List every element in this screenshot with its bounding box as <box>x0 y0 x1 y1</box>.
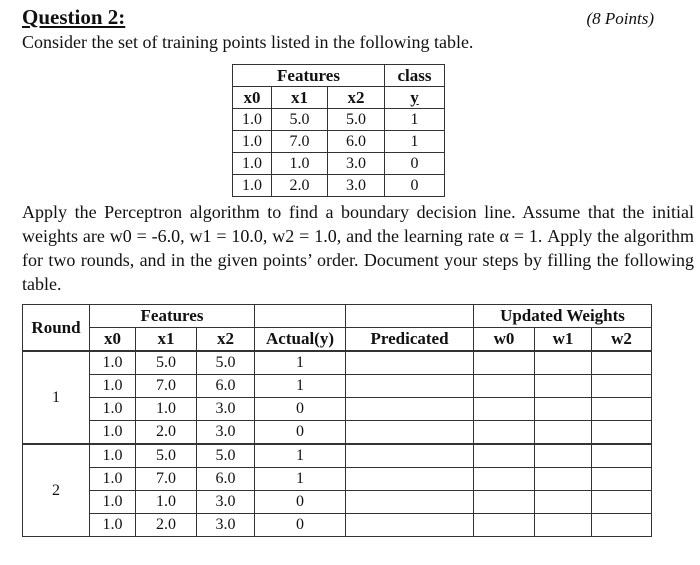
w2-cell[interactable] <box>592 491 652 514</box>
actual-header: Actual(y) <box>255 328 346 352</box>
predicted-header: Predicated <box>346 328 474 352</box>
col-header: x0 <box>90 328 136 352</box>
cell: 0 <box>255 491 346 514</box>
cell: 5.0 <box>272 109 328 131</box>
table-row <box>23 444 652 468</box>
predicted-cell[interactable] <box>346 491 474 514</box>
predicted-cell[interactable] <box>346 444 474 468</box>
table-row <box>23 375 652 398</box>
w1-cell[interactable] <box>535 444 592 468</box>
cell: 1 <box>255 444 346 468</box>
w2-cell[interactable] <box>592 514 652 537</box>
table-row <box>233 109 445 131</box>
w0-cell[interactable] <box>474 398 535 421</box>
round-label: 1 <box>23 351 90 444</box>
cell: 1 <box>255 468 346 491</box>
cell: 1 <box>385 109 445 131</box>
cell: 6.0 <box>197 468 255 491</box>
w0-cell[interactable] <box>474 491 535 514</box>
cell: 2.0 <box>136 421 197 445</box>
cell: 1.0 <box>272 153 328 175</box>
cell: 1 <box>255 375 346 398</box>
blank-header-cell <box>346 305 474 328</box>
w0-cell[interactable] <box>474 421 535 445</box>
predicted-cell[interactable] <box>346 421 474 445</box>
cell: 3.0 <box>197 398 255 421</box>
cell: 1 <box>385 131 445 153</box>
cell: 2.0 <box>136 514 197 537</box>
col-header: x2 <box>328 87 385 109</box>
table-row <box>233 175 445 197</box>
cell: 1.0 <box>90 491 136 514</box>
col-header: y <box>385 87 445 109</box>
cell: 1.0 <box>90 398 136 421</box>
answer-table <box>22 304 652 537</box>
cell: 1 <box>255 351 346 375</box>
cell: 1.0 <box>136 491 197 514</box>
cell: 1.0 <box>90 375 136 398</box>
col-header: x0 <box>233 87 272 109</box>
col-header: x1 <box>136 328 197 352</box>
col-header: w1 <box>535 328 592 352</box>
w0-cell[interactable] <box>474 351 535 375</box>
w0-cell[interactable] <box>474 375 535 398</box>
cell: 3.0 <box>328 153 385 175</box>
cell: 0 <box>255 421 346 445</box>
col-header: x1 <box>272 87 328 109</box>
table-row <box>23 398 652 421</box>
cell: 0 <box>385 175 445 197</box>
cell: 5.0 <box>197 444 255 468</box>
col-header: x2 <box>197 328 255 352</box>
cell: 0 <box>255 514 346 537</box>
instructions-text: Apply the Perceptron algorithm to find a boundary decision line. Assume that the initial weights are w0 = -6.0, w1 = 10.0, w2 = 1.0, and the learning rate α = 1. Apply the algorithm for two rounds, and in the given points’ order. Document your steps by filling the following table. <box>22 202 694 294</box>
cell: 7.0 <box>136 375 197 398</box>
w1-cell[interactable] <box>535 491 592 514</box>
cell: 3.0 <box>197 491 255 514</box>
table-row <box>233 153 445 175</box>
cell: 1.0 <box>90 421 136 445</box>
w1-cell[interactable] <box>535 375 592 398</box>
table-row <box>23 514 652 537</box>
w1-cell[interactable] <box>535 468 592 491</box>
cell: 0 <box>255 398 346 421</box>
w2-cell[interactable] <box>592 421 652 445</box>
w2-cell[interactable] <box>592 375 652 398</box>
cell: 1.0 <box>90 444 136 468</box>
cell: 1.0 <box>90 351 136 375</box>
question-title: Question 2: <box>22 5 126 29</box>
cell: 1.0 <box>233 131 272 153</box>
cell: 7.0 <box>272 131 328 153</box>
points-label: (8 Points) <box>586 9 654 28</box>
w2-cell[interactable] <box>592 398 652 421</box>
w2-cell[interactable] <box>592 351 652 375</box>
features-header: Features <box>233 65 385 87</box>
w1-cell[interactable] <box>535 421 592 445</box>
training-points-table <box>232 64 445 197</box>
cell: 2.0 <box>272 175 328 197</box>
predicted-cell[interactable] <box>346 468 474 491</box>
cell: 1.0 <box>233 153 272 175</box>
class-header: class <box>385 65 445 87</box>
cell: 3.0 <box>328 175 385 197</box>
col-header: w0 <box>474 328 535 352</box>
cell: 0 <box>385 153 445 175</box>
cell: 5.0 <box>136 444 197 468</box>
w2-cell[interactable] <box>592 468 652 491</box>
table-row <box>233 131 445 153</box>
w2-cell[interactable] <box>592 444 652 468</box>
cell: 1.0 <box>233 109 272 131</box>
round-label: 2 <box>23 444 90 537</box>
predicted-cell[interactable] <box>346 351 474 375</box>
w0-cell[interactable] <box>474 514 535 537</box>
table-row <box>23 468 652 491</box>
predicted-cell[interactable] <box>346 514 474 537</box>
cell: 5.0 <box>328 109 385 131</box>
table-row <box>23 491 652 514</box>
w0-cell[interactable] <box>474 444 535 468</box>
cell: 1.0 <box>136 398 197 421</box>
cell: 3.0 <box>197 514 255 537</box>
cell: 7.0 <box>136 468 197 491</box>
predicted-cell[interactable] <box>346 398 474 421</box>
cell: 6.0 <box>197 375 255 398</box>
round-header: Round <box>23 305 90 352</box>
cell: 1.0 <box>233 175 272 197</box>
cell: 5.0 <box>197 351 255 375</box>
col-header: w2 <box>592 328 652 352</box>
cell: 6.0 <box>328 131 385 153</box>
intro-text: Consider the set of training points listed in the following table. <box>22 32 474 52</box>
table-row <box>23 421 652 445</box>
w0-cell[interactable] <box>474 468 535 491</box>
w1-cell[interactable] <box>535 514 592 537</box>
blank-header-cell <box>255 305 346 328</box>
predicted-cell[interactable] <box>346 375 474 398</box>
cell: 1.0 <box>90 514 136 537</box>
w1-cell[interactable] <box>535 351 592 375</box>
w1-cell[interactable] <box>535 398 592 421</box>
cell: 3.0 <box>197 421 255 445</box>
table-row <box>23 351 652 375</box>
updated-weights-header: Updated Weights <box>474 305 652 328</box>
features-header: Features <box>90 305 255 328</box>
cell: 5.0 <box>136 351 197 375</box>
cell: 1.0 <box>90 468 136 491</box>
